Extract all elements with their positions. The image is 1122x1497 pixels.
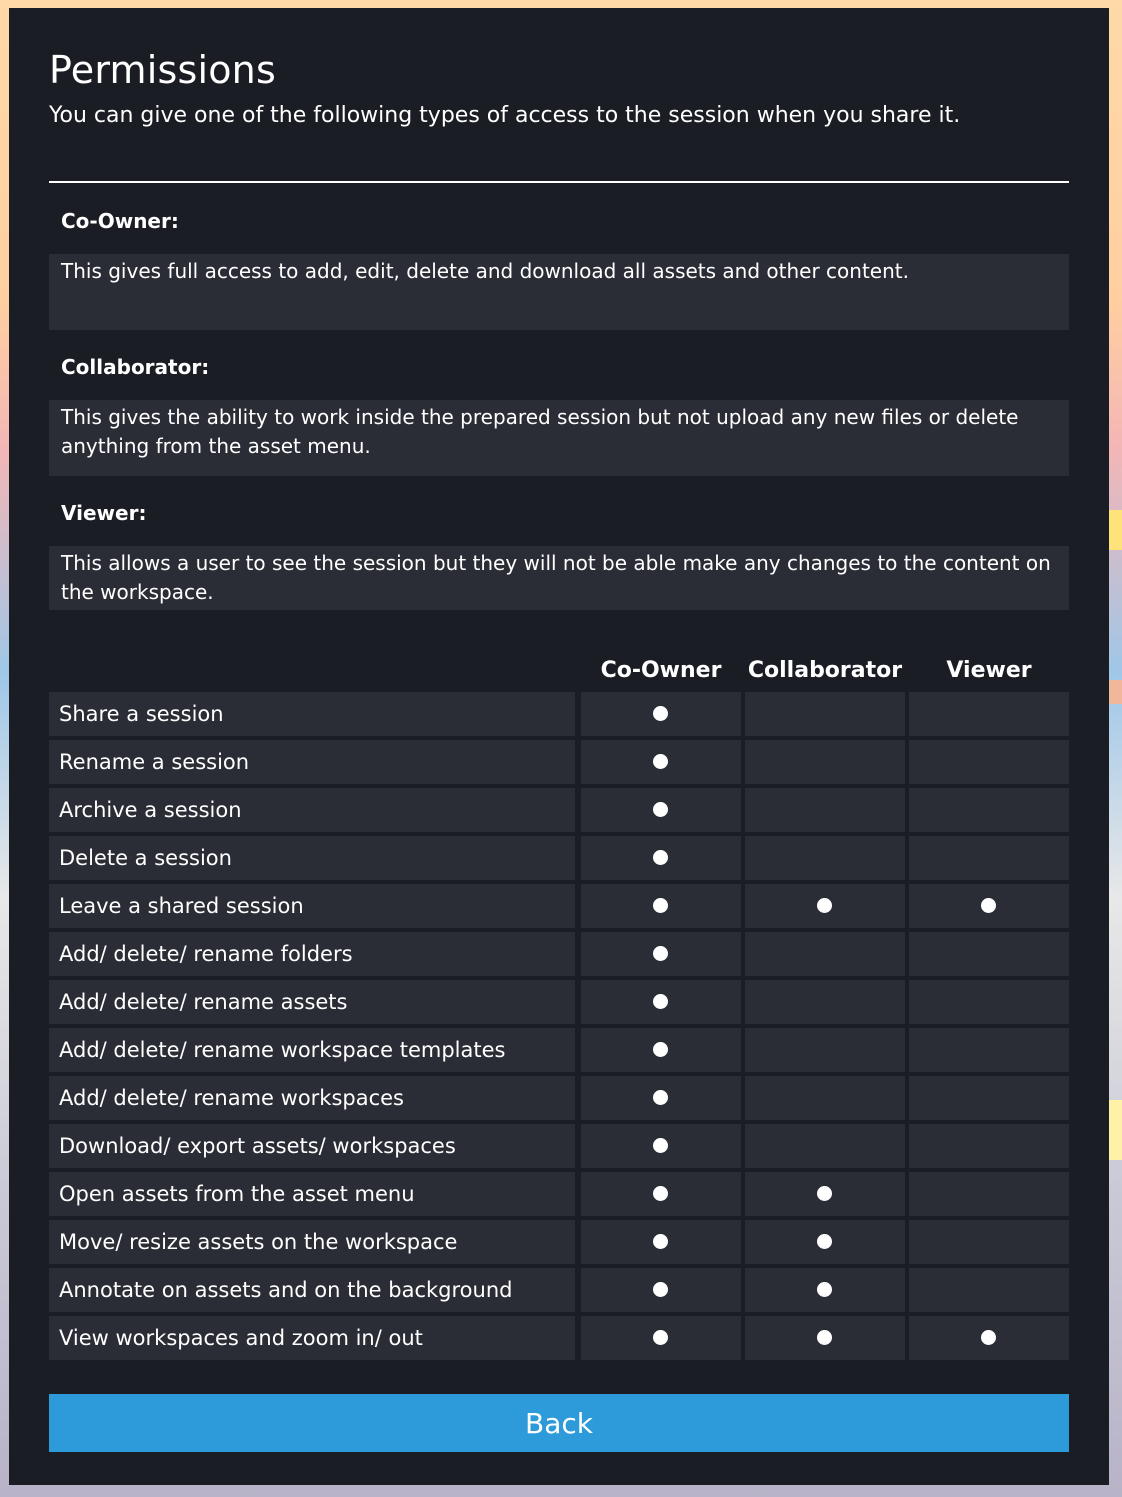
access-cell-co-owner xyxy=(581,1124,741,1168)
access-cell-collaborator xyxy=(745,1028,905,1072)
access-cell-co-owner xyxy=(581,1316,741,1360)
access-cell-collaborator xyxy=(745,740,905,784)
access-cell-collaborator xyxy=(745,692,905,736)
permission-name: View workspaces and zoom in/ out xyxy=(49,1316,575,1360)
access-cell-collaborator xyxy=(745,1172,905,1216)
access-dot-icon xyxy=(981,898,996,913)
access-dot-icon xyxy=(817,1282,832,1297)
access-cell-co-owner xyxy=(581,788,741,832)
background-strip xyxy=(1108,680,1122,704)
table-row xyxy=(49,740,1069,784)
role-description-co-owner: This gives full access to add, edit, delete and download all assets and other content. xyxy=(49,254,1069,330)
background-strip xyxy=(1108,1100,1122,1160)
table-row xyxy=(49,884,1069,928)
page-title: Permissions xyxy=(49,48,276,92)
access-cell-collaborator xyxy=(745,1316,905,1360)
access-cell-viewer xyxy=(909,884,1069,928)
access-dot-icon xyxy=(817,898,832,913)
access-dot-icon xyxy=(653,1138,668,1153)
permission-name: Add/ delete/ rename workspaces xyxy=(49,1076,575,1120)
access-dot-icon xyxy=(653,1330,668,1345)
permission-name: Annotate on assets and on the background xyxy=(49,1268,575,1312)
divider xyxy=(49,181,1069,183)
permission-name: Delete a session xyxy=(49,836,575,880)
access-cell-co-owner xyxy=(581,1220,741,1264)
table-row xyxy=(49,932,1069,976)
access-dot-icon xyxy=(981,1330,996,1345)
role-label-collaborator: Collaborator: xyxy=(61,355,210,379)
access-cell-viewer xyxy=(909,1316,1069,1360)
table-row xyxy=(49,1028,1069,1072)
background-strip xyxy=(1108,510,1122,550)
access-cell-co-owner xyxy=(581,1076,741,1120)
access-cell-viewer xyxy=(909,788,1069,832)
access-cell-collaborator xyxy=(745,788,905,832)
access-cell-collaborator xyxy=(745,932,905,976)
table-row xyxy=(49,1124,1069,1168)
access-cell-collaborator xyxy=(745,1076,905,1120)
table-row xyxy=(49,836,1069,880)
access-cell-viewer xyxy=(909,932,1069,976)
access-cell-viewer xyxy=(909,1268,1069,1312)
table-row xyxy=(49,1172,1069,1216)
column-header-collaborator: Collaborator xyxy=(747,658,903,683)
access-dot-icon xyxy=(653,1090,668,1105)
access-cell-viewer xyxy=(909,1220,1069,1264)
access-dot-icon xyxy=(653,1234,668,1249)
access-dot-icon xyxy=(653,1282,668,1297)
access-cell-co-owner xyxy=(581,836,741,880)
access-cell-collaborator xyxy=(745,980,905,1024)
access-cell-viewer xyxy=(909,1028,1069,1072)
dialog-subtitle: You can give one of the following types of access to the session when you share it. xyxy=(49,103,961,128)
access-dot-icon xyxy=(653,706,668,721)
access-cell-collaborator xyxy=(745,1268,905,1312)
table-row xyxy=(49,1220,1069,1264)
role-description-collaborator: This gives the ability to work inside the prepared session but not upload any new files or delete anything from the asset menu. xyxy=(49,400,1069,476)
access-cell-viewer xyxy=(909,1172,1069,1216)
access-cell-co-owner xyxy=(581,1268,741,1312)
permission-name: Archive a session xyxy=(49,788,575,832)
access-cell-collaborator xyxy=(745,884,905,928)
access-dot-icon xyxy=(653,946,668,961)
access-cell-collaborator xyxy=(745,1124,905,1168)
table-row xyxy=(49,980,1069,1024)
access-cell-viewer xyxy=(909,1124,1069,1168)
access-dot-icon xyxy=(653,850,668,865)
permission-name: Download/ export assets/ workspaces xyxy=(49,1124,575,1168)
access-cell-collaborator xyxy=(745,1220,905,1264)
access-cell-viewer xyxy=(909,836,1069,880)
column-header-co-owner: Co-Owner xyxy=(600,658,722,683)
role-label-co-owner: Co-Owner: xyxy=(61,209,179,233)
access-cell-co-owner xyxy=(581,884,741,928)
permission-name: Move/ resize assets on the workspace xyxy=(49,1220,575,1264)
permission-name: Add/ delete/ rename folders xyxy=(49,932,575,976)
table-row xyxy=(49,1268,1069,1312)
table-row xyxy=(49,788,1069,832)
access-dot-icon xyxy=(653,1186,668,1201)
permissions-table xyxy=(49,692,1069,1364)
access-dot-icon xyxy=(653,754,668,769)
permission-name: Add/ delete/ rename assets xyxy=(49,980,575,1024)
back-button[interactable]: Back xyxy=(49,1394,1069,1452)
column-header-viewer: Viewer xyxy=(946,658,1032,683)
access-cell-co-owner xyxy=(581,692,741,736)
table-row xyxy=(49,692,1069,736)
access-cell-collaborator xyxy=(745,836,905,880)
permission-name: Add/ delete/ rename workspace templates xyxy=(49,1028,575,1072)
table-row xyxy=(49,1316,1069,1360)
access-dot-icon xyxy=(653,802,668,817)
permission-name: Open assets from the asset menu xyxy=(49,1172,575,1216)
access-cell-co-owner xyxy=(581,740,741,784)
permission-name: Rename a session xyxy=(49,740,575,784)
table-row xyxy=(49,1076,1069,1120)
access-cell-viewer xyxy=(909,980,1069,1024)
access-cell-viewer xyxy=(909,740,1069,784)
access-cell-co-owner xyxy=(581,1028,741,1072)
role-label-viewer: Viewer: xyxy=(61,501,147,525)
access-dot-icon xyxy=(653,1042,668,1057)
access-dot-icon xyxy=(817,1186,832,1201)
access-cell-viewer xyxy=(909,1076,1069,1120)
access-cell-viewer xyxy=(909,692,1069,736)
access-dot-icon xyxy=(817,1330,832,1345)
permission-name: Leave a shared session xyxy=(49,884,575,928)
permission-name: Share a session xyxy=(49,692,575,736)
access-cell-co-owner xyxy=(581,1172,741,1216)
access-cell-co-owner xyxy=(581,932,741,976)
access-dot-icon xyxy=(653,994,668,1009)
access-cell-co-owner xyxy=(581,980,741,1024)
access-dot-icon xyxy=(653,898,668,913)
access-dot-icon xyxy=(817,1234,832,1249)
permissions-dialog xyxy=(9,8,1109,1485)
role-description-viewer: This allows a user to see the session but they will not be able make any changes to the content on the workspace. xyxy=(49,546,1069,610)
